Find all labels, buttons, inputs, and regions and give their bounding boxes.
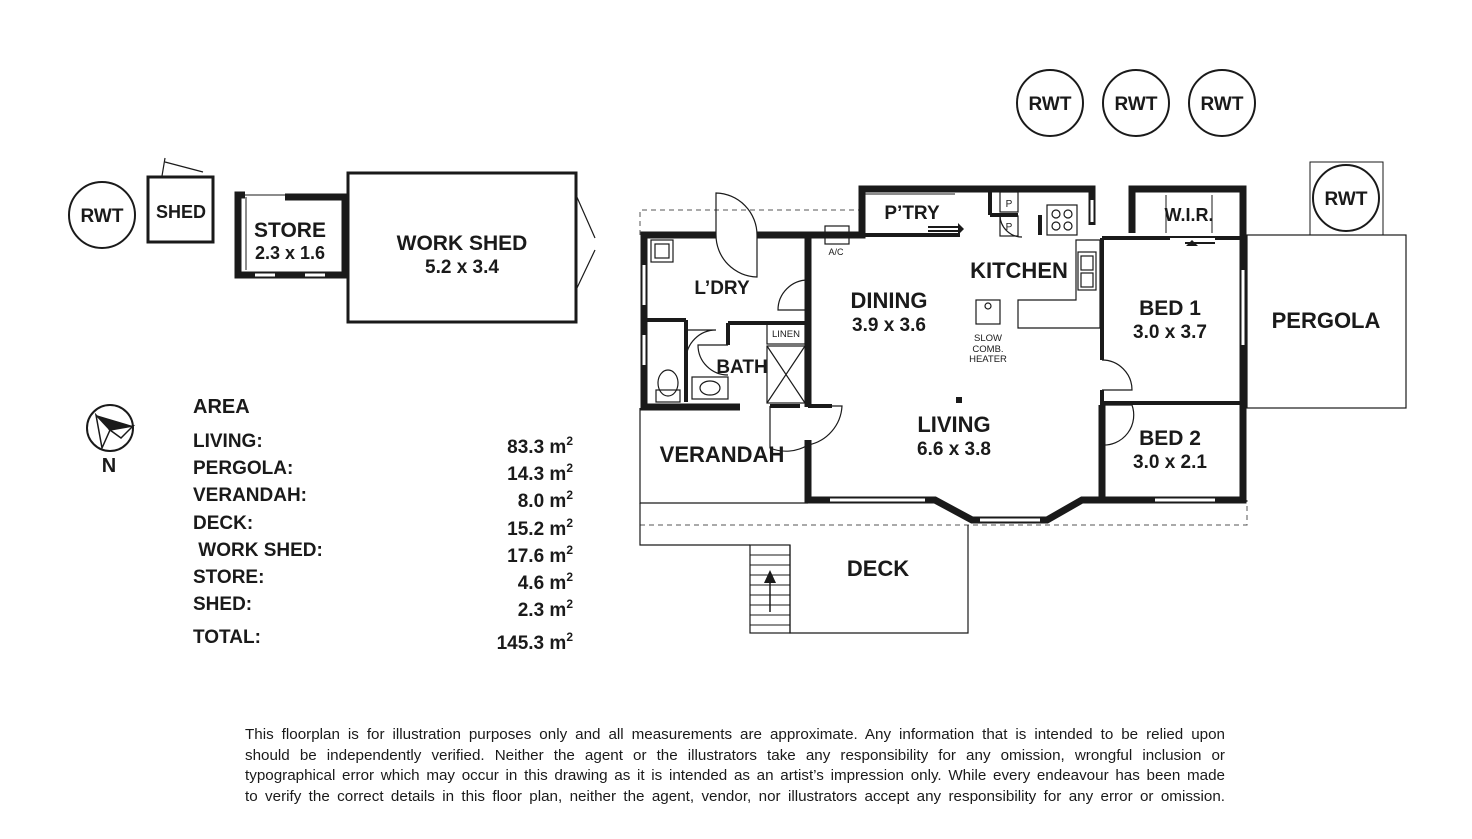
rwt-tank-pergola xyxy=(1310,162,1383,235)
work-shed-room xyxy=(348,173,595,322)
work-shed-label: WORK SHED xyxy=(396,232,528,255)
area-value: 14.3 $m^2$ xyxy=(507,461,573,486)
north-compass-icon xyxy=(87,405,133,477)
deck xyxy=(640,503,968,633)
area-value: 2.3 $m^2$ xyxy=(517,597,573,622)
bed1-label: BED 1 xyxy=(1139,297,1201,320)
area-label: VERANDAH: xyxy=(193,485,307,507)
heater-label: SLOW xyxy=(974,333,1002,344)
rwt-tank-shed xyxy=(69,182,135,248)
area-label: SHED: xyxy=(193,594,253,616)
area-value: 8.0 $m^2$ xyxy=(517,488,573,513)
pergola xyxy=(1247,235,1406,408)
pantry-p-label: P xyxy=(1005,199,1013,210)
area-label: LIVING: xyxy=(193,431,263,452)
area-row xyxy=(193,537,573,567)
laundry-label: L’DRY xyxy=(694,278,750,299)
disclaimer-line: should be independently verified. Neither the agent or the illustrators take any responsibility for any omission, wrongful inclusion or xyxy=(245,746,1225,764)
ac-label: A/C xyxy=(828,247,844,257)
kitchen-label: KITCHEN xyxy=(970,258,1068,283)
area-total-value: 145.3 $m^2$ xyxy=(496,630,573,655)
rwt-label: RWT xyxy=(1324,189,1368,210)
area-row xyxy=(193,564,573,594)
area-value: 15.2 $m^2$ xyxy=(507,515,573,540)
heater-label: HEATER xyxy=(969,354,1007,365)
area-schedule xyxy=(193,396,573,655)
area-total-label: TOTAL: xyxy=(193,627,261,649)
disclaimer-text xyxy=(245,725,1225,807)
rwt-label: RWT xyxy=(1114,94,1158,115)
rwt-label: RWT xyxy=(80,206,124,227)
bed2-label: BED 2 xyxy=(1139,427,1201,450)
area-row xyxy=(193,482,573,513)
dining-label: DINING xyxy=(850,288,928,313)
shed-label: SHED xyxy=(155,202,207,222)
area-total-row xyxy=(193,624,573,655)
living-label: LIVING xyxy=(917,412,991,437)
linen-label: LINEN xyxy=(772,329,800,340)
dining-size: 3.9 x 3.6 xyxy=(852,315,926,336)
bed2-size: 3.0 x 2.1 xyxy=(1133,452,1207,473)
area-value: 4.6 $m^2$ xyxy=(517,569,573,594)
work-shed-size: 5.2 x 3.4 xyxy=(425,257,499,278)
deck-label: DECK xyxy=(846,556,910,581)
disclaimer-line: typographical error which may occur in this drawing as it is intended as an artist’s impression only. While every endeavour has been made xyxy=(245,767,1225,784)
rwt-tanks-top xyxy=(1017,70,1255,136)
area-value: 83.3 $m^2$ xyxy=(507,434,573,458)
living-size: 6.6 x 3.8 xyxy=(917,439,991,460)
store-size: 2.3 x 1.6 xyxy=(254,243,326,263)
pantry-label: P’TRY xyxy=(884,203,940,224)
pergola-label: PERGOLA xyxy=(1271,308,1381,333)
area-row xyxy=(193,510,573,540)
area-title: AREA xyxy=(193,396,250,418)
shed-room xyxy=(148,158,213,242)
north-label: N xyxy=(101,455,117,477)
verandah xyxy=(640,408,808,503)
store-room xyxy=(238,195,345,275)
area-label: STORE: xyxy=(193,566,265,588)
heater-label: COMB. xyxy=(972,344,1004,355)
store-label: STORE xyxy=(254,219,326,242)
area-value: 17.6 $m^2$ xyxy=(507,542,573,567)
pantry-p-label: P xyxy=(1005,222,1013,233)
area-label: PERGOLA: xyxy=(193,458,294,480)
disclaimer-line: This floorplan is for illustration purposes only and all measurements are approximate. Any information that is intended to be relied upon xyxy=(245,726,1225,743)
wir-label: W.I.R. xyxy=(1164,205,1214,225)
area-label: WORK SHED: xyxy=(193,539,323,561)
rwt-label: RWT xyxy=(1028,94,1072,115)
rwt-label: RWT xyxy=(1200,94,1244,115)
bath-label: BATH xyxy=(716,357,768,378)
area-row xyxy=(193,591,573,622)
verandah-label: VERANDAH xyxy=(659,442,785,467)
bed1-size: 3.0 x 3.7 xyxy=(1133,322,1207,343)
area-label: DECK: xyxy=(193,512,254,534)
area-row xyxy=(193,455,573,486)
area-row xyxy=(193,428,573,458)
disclaimer-line: to verify the correct details in this floor plan, neither the agent, vendor, nor illustrators accept any responsibility for any error or omission. xyxy=(245,787,1225,805)
